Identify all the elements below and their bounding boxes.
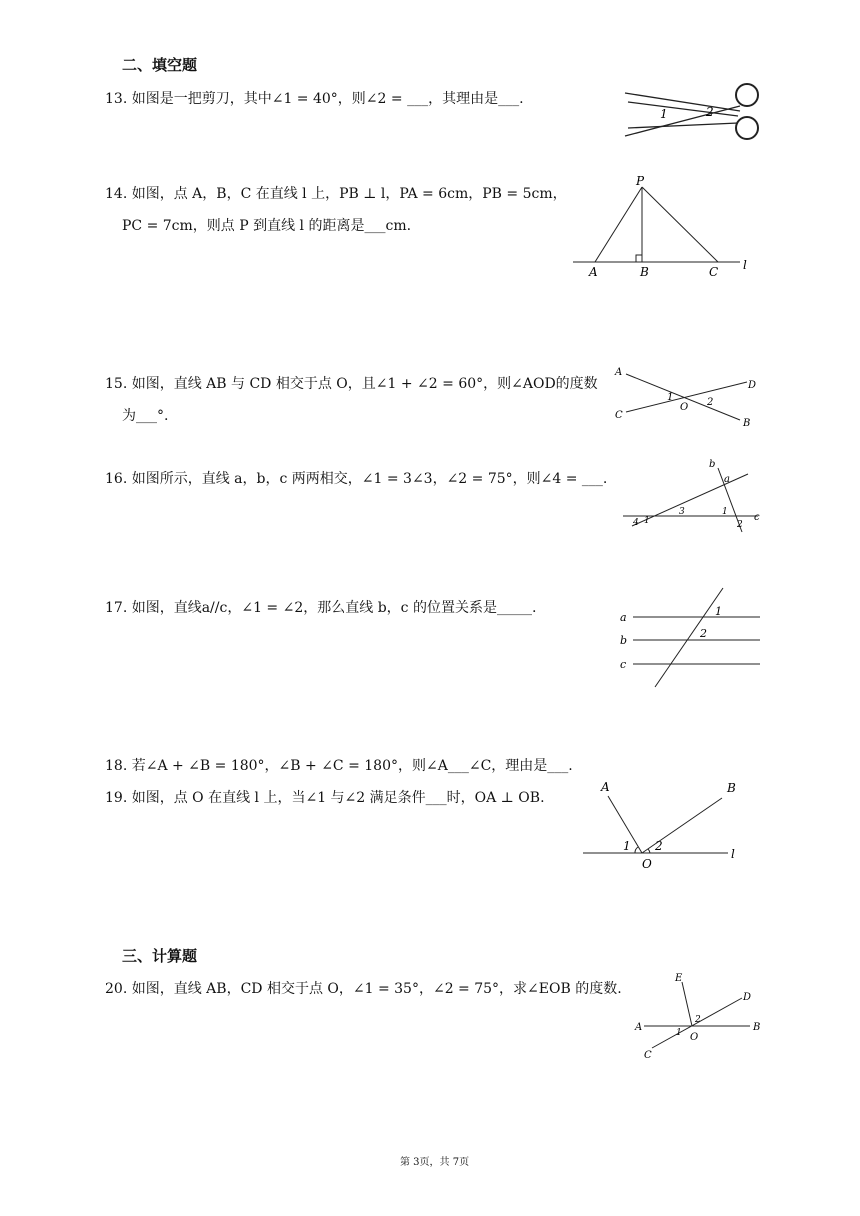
angle-label-1-right: 1	[722, 507, 728, 517]
angle-label-3: 3	[679, 507, 685, 517]
point-label-A: A	[635, 1022, 643, 1033]
angle-label-1: 1	[715, 605, 722, 618]
point-label-B: B	[753, 1022, 761, 1033]
point-label-C: C	[615, 410, 623, 421]
question-14-line1: 14. 如图，点 A，B，C 在直线 l 上，PB ⊥ l，PA = 6cm，PB = 5cm，	[105, 186, 567, 202]
page-footer: 第 3页，共 7页	[400, 1157, 470, 1168]
point-label-O: O	[642, 857, 652, 871]
question-18: 18. 若∠A + ∠B = 180°，∠B + ∠C = 180°，则∠A___∠C，理由是___.	[105, 758, 573, 774]
point-label-B: B	[727, 781, 736, 795]
angle-label-1: 1	[660, 107, 668, 121]
angle-label-2: 2	[707, 397, 714, 408]
question-13: 13. 如图是一把剪刀，其中∠1 = 40°，则∠2 = ___，其理由是___.	[105, 91, 524, 107]
line-label-l: l	[743, 258, 747, 272]
question-16: 16. 如图所示，直线 a，b，c 两两相交，∠1 = 3∠3，∠2 = 75°，则∠4 = ___.	[105, 471, 608, 487]
point-label-E: E	[675, 973, 683, 984]
question-15-line2: 为___°.	[122, 408, 169, 424]
angle-label-1: 1	[676, 1028, 682, 1038]
angle-label-2: 2	[695, 1015, 701, 1025]
angles-on-line-figure	[580, 776, 750, 874]
line-label-b: b	[620, 634, 628, 647]
question-15-line1: 15. 如图，直线 AB 与 CD 相交于点 O，且∠1 + ∠2 = 60°，则∠AOD的度数	[105, 376, 598, 392]
point-label-A: A	[589, 265, 598, 279]
point-label-A: A	[615, 367, 623, 378]
scissors-figure	[620, 78, 765, 143]
perpendicular-figure	[570, 172, 750, 282]
point-label-B: B	[640, 265, 649, 279]
angle-label-2: 2	[700, 627, 707, 640]
point-label-C: C	[709, 265, 719, 279]
angle-label-4: 4	[633, 518, 639, 528]
angle-label-1: 1	[667, 392, 674, 403]
section-title-fill: 二、填空题	[122, 56, 198, 74]
point-label-D: D	[748, 380, 757, 391]
point-label-D: D	[743, 992, 752, 1003]
line-label-a: a	[724, 474, 730, 485]
intersecting-lines-figure	[610, 362, 765, 430]
angle-label-2: 2	[737, 520, 743, 530]
ray-figure	[630, 966, 770, 1066]
section-title-calc: 三、计算题	[122, 947, 198, 965]
point-label-C: C	[644, 1050, 652, 1061]
angle-label-1-left: 1	[644, 516, 650, 526]
point-label-B: B	[743, 418, 751, 429]
angle-label-2: 2	[655, 839, 663, 853]
question-20: 20. 如图，直线 AB，CD 相交于点 O，∠1 = 35°，∠2 = 75°，求∠EOB 的度数.	[105, 981, 622, 997]
line-label-c: c	[754, 512, 760, 523]
three-lines-figure	[618, 456, 768, 536]
point-label-A: A	[601, 780, 610, 794]
question-17: 17. 如图，直线a//c，∠1 = ∠2，那么直线 b，c 的位置关系是_____.	[105, 600, 537, 616]
point-label-O: O	[680, 402, 689, 413]
point-label-P: P	[636, 174, 645, 188]
question-14-line2: PC = 7cm，则点 P 到直线 l 的距离是___cm.	[122, 218, 412, 234]
line-label-l: l	[731, 847, 735, 861]
question-19: 19. 如图，点 O 在直线 l 上，当∠1 与∠2 满足条件___时，OA ⊥ OB.	[105, 790, 545, 806]
angle-label-2: 2	[706, 105, 714, 119]
line-label-b: b	[709, 459, 716, 470]
angle-label-1: 1	[623, 839, 631, 853]
parallel-lines-figure	[615, 585, 765, 690]
line-label-a: a	[620, 611, 627, 624]
point-label-O: O	[690, 1032, 699, 1043]
line-label-c: c	[620, 658, 627, 671]
